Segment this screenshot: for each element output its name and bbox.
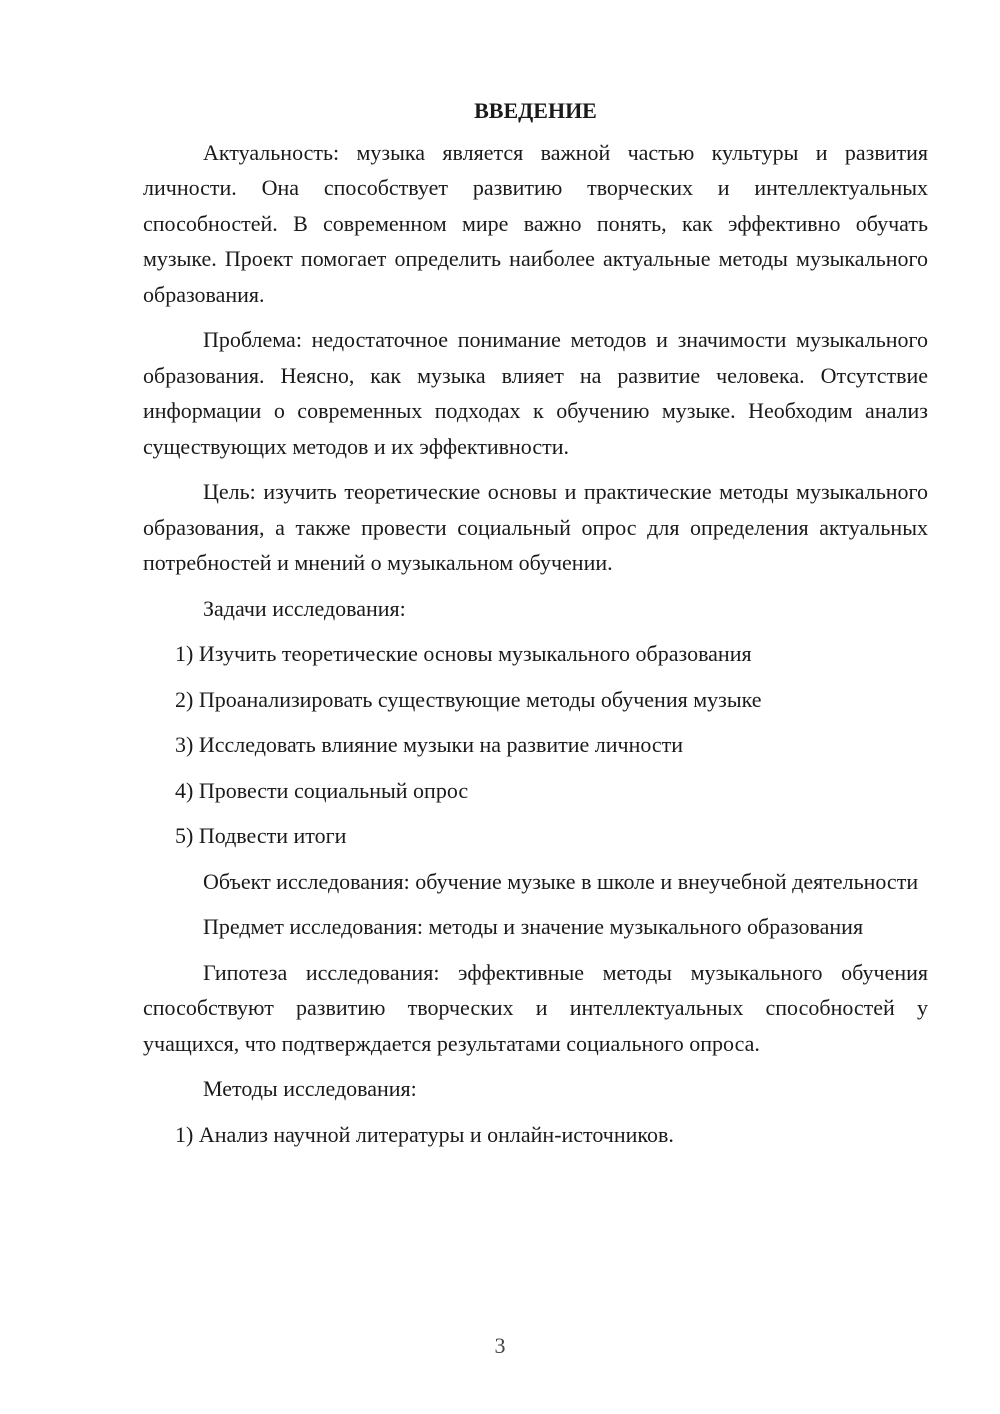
page-title: ВВЕДЕНИЕ	[474, 98, 597, 123]
document-page	[143, 93, 928, 1162]
hypothesis-paragraph: Гипотеза исследования: эффективные методы музыкального обучения способствуют развитию творческих и интеллектуальных способностей у учащихся, что подтверждается результатами социального опроса.	[143, 959, 928, 1056]
method-item: 1) Анализ научной литературы и онлайн-источников.	[175, 1121, 674, 1147]
object-paragraph: Объект исследования: обучение музыке в школе и внеучебной деятельности	[203, 868, 919, 894]
relevance-paragraph: Актуальность: музыка является важной частью культуры и развития личности. Она способствует развитию творческих и интеллектуальных способностей. В современном мире важно понять, как эффективно обучать музыке. Проект помогает определить наиболее актуальные методы музыкального образования.	[143, 139, 928, 307]
tasks-heading: Задачи исследования:	[203, 595, 406, 621]
task-item: 1) Изучить теоретические основы музыкального образования	[175, 641, 752, 666]
page-number: 3	[494, 1333, 506, 1358]
task-item: 3) Исследовать влияние музыки на развитие личности	[175, 732, 684, 757]
task-item: 2) Проанализировать существующие методы обучения музыке	[175, 686, 762, 712]
subject-paragraph: Предмет исследования: методы и значение музыкального образования	[203, 914, 864, 939]
task-item: 4) Провести социальный опрос	[175, 777, 469, 803]
goal-paragraph: Цель: изучить теоретические основы и практические методы музыкального образования, а также провести социальный опрос для определения актуальных потребностей и мнений о музыкальном обучении.	[143, 479, 928, 575]
problem-paragraph: Проблема: недостаточное понимание методов и значимости музыкального образования. Неясно, как музыка влияет на развитие человека. Отсутствие информации о современных подходах к обучению музыке. Необходим анализ существующих методов и их эффективности.	[143, 327, 928, 459]
tasks-list	[143, 636, 928, 854]
methods-list	[143, 1117, 928, 1153]
task-item: 5) Подвести итоги	[175, 823, 347, 848]
methods-heading: Методы исследования:	[203, 1076, 417, 1101]
